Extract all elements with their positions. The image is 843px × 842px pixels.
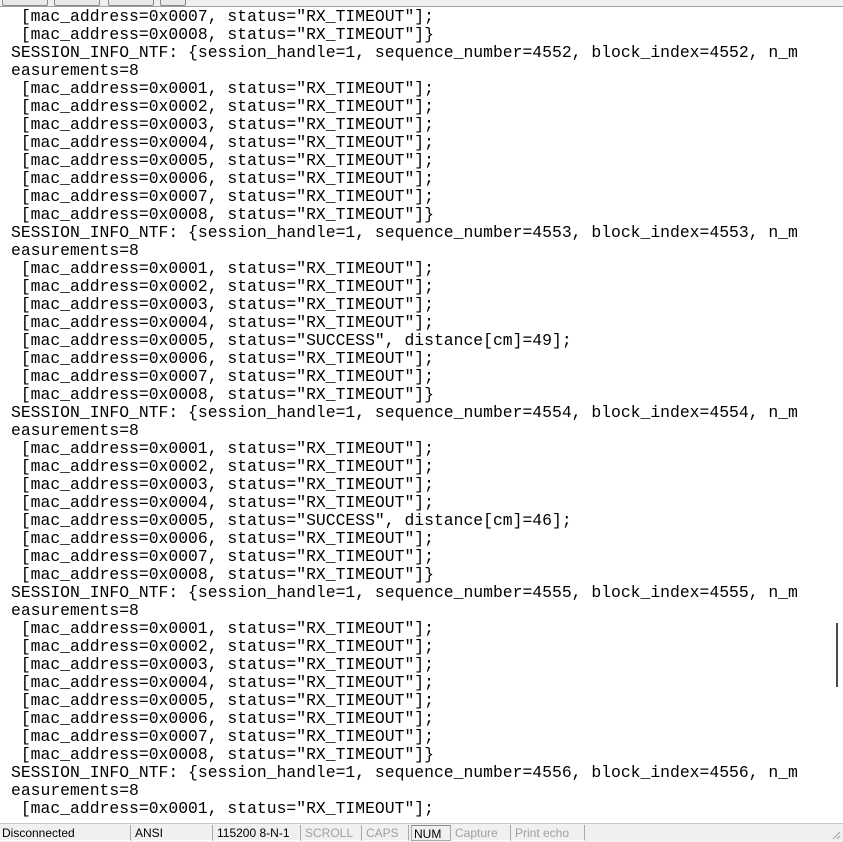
terminal-line: easurements=8 <box>11 781 139 800</box>
terminal-line: [mac_address=0x0003, status="RX_TIMEOUT"]; <box>11 655 434 674</box>
terminal-line: [mac_address=0x0001, status="RX_TIMEOUT"]; <box>11 259 434 278</box>
terminal-line: easurements=8 <box>11 241 139 260</box>
num-lock-indicator: NUM <box>411 825 451 841</box>
terminal-line: [mac_address=0x0008, status="RX_TIMEOUT"]} <box>11 745 434 764</box>
terminal-line: [mac_address=0x0003, status="RX_TIMEOUT"]; <box>11 475 434 494</box>
terminal-line: [mac_address=0x0004, status="RX_TIMEOUT"]; <box>11 133 434 152</box>
terminal-line: [mac_address=0x0001, status="RX_TIMEOUT"]; <box>11 79 434 98</box>
terminal-line: [mac_address=0x0006, status="RX_TIMEOUT"]; <box>11 529 434 548</box>
toolbar-button[interactable] <box>160 0 186 6</box>
vertical-scrollbar[interactable] <box>833 7 843 822</box>
terminal-line: [mac_address=0x0004, status="RX_TIMEOUT"]; <box>11 493 434 512</box>
terminal-line: [mac_address=0x0007, status="RX_TIMEOUT"]; <box>11 367 434 386</box>
terminal-line: easurements=8 <box>11 61 139 80</box>
terminal-line: SESSION_INFO_NTF: {session_handle=1, sequence_number=4556, block_index=4556, n_m <box>11 763 798 782</box>
terminal-line: [mac_address=0x0001, status="RX_TIMEOUT"]; <box>11 439 434 458</box>
terminal-line: [mac_address=0x0006, status="RX_TIMEOUT"]; <box>11 349 434 368</box>
terminal-line: [mac_address=0x0008, status="RX_TIMEOUT"]} <box>11 565 434 584</box>
terminal-line: [mac_address=0x0004, status="RX_TIMEOUT"]; <box>11 673 434 692</box>
terminal-line: SESSION_INFO_NTF: {session_handle=1, sequence_number=4554, block_index=4554, n_m <box>11 403 798 422</box>
terminal-line: [mac_address=0x0002, status="RX_TIMEOUT"]; <box>11 457 434 476</box>
terminal-line: [mac_address=0x0003, status="RX_TIMEOUT"]; <box>11 295 434 314</box>
terminal-line: [mac_address=0x0004, status="RX_TIMEOUT"]; <box>11 313 434 332</box>
terminal-line: [mac_address=0x0005, status="SUCCESS", distance[cm]=46]; <box>11 511 572 530</box>
scroll-lock-indicator: SCROLL <box>303 825 362 841</box>
port-settings: 115200 8-N-1 <box>215 825 301 841</box>
caps-lock-indicator: CAPS <box>364 825 409 841</box>
scrollbar-thumb[interactable] <box>836 623 838 687</box>
toolbar-button[interactable] <box>108 0 154 6</box>
terminal-line: [mac_address=0x0001, status="RX_TIMEOUT"]; <box>11 799 434 818</box>
toolbar <box>0 0 843 7</box>
terminal-line: SESSION_INFO_NTF: {session_handle=1, sequence_number=4555, block_index=4555, n_m <box>11 583 798 602</box>
connection-status: Disconnected <box>0 825 131 841</box>
terminal-line: [mac_address=0x0002, status="RX_TIMEOUT"]; <box>11 97 434 116</box>
terminal-line: [mac_address=0x0006, status="RX_TIMEOUT"]; <box>11 169 434 188</box>
terminal-line: [mac_address=0x0005, status="RX_TIMEOUT"]; <box>11 691 434 710</box>
toolbar-button[interactable] <box>2 0 48 6</box>
resize-grip-icon[interactable] <box>831 830 841 840</box>
terminal-line: easurements=8 <box>11 601 139 620</box>
terminal-line: [mac_address=0x0003, status="RX_TIMEOUT"]; <box>11 115 434 134</box>
terminal-line: easurements=8 <box>11 421 139 440</box>
terminal-line: [mac_address=0x0005, status="RX_TIMEOUT"]; <box>11 151 434 170</box>
terminal-line: [mac_address=0x0007, status="RX_TIMEOUT"]; <box>11 727 434 746</box>
terminal-line: [mac_address=0x0002, status="RX_TIMEOUT"]; <box>11 637 434 656</box>
terminal-line: [mac_address=0x0005, status="SUCCESS", distance[cm]=49]; <box>11 331 572 350</box>
terminal-line: [mac_address=0x0006, status="RX_TIMEOUT"]; <box>11 709 434 728</box>
terminal-line: [mac_address=0x0008, status="RX_TIMEOUT"]} <box>11 205 434 224</box>
terminal-line: SESSION_INFO_NTF: {session_handle=1, sequence_number=4553, block_index=4553, n_m <box>11 223 798 242</box>
terminal-line: [mac_address=0x0002, status="RX_TIMEOUT"]; <box>11 277 434 296</box>
terminal-line: [mac_address=0x0008, status="RX_TIMEOUT"]} <box>11 385 434 404</box>
terminal-line: SESSION_INFO_NTF: {session_handle=1, sequence_number=4552, block_index=4552, n_m <box>11 43 798 62</box>
print-echo-indicator: Print echo <box>513 825 585 841</box>
capture-indicator: Capture <box>453 825 511 841</box>
terminal-line: [mac_address=0x0007, status="RX_TIMEOUT"]; <box>11 187 434 206</box>
toolbar-button[interactable] <box>54 0 100 6</box>
terminal-output[interactable] <box>0 7 833 822</box>
terminal-line: [mac_address=0x0008, status="RX_TIMEOUT"]} <box>11 25 434 44</box>
terminal-line: [mac_address=0x0001, status="RX_TIMEOUT"]; <box>11 619 434 638</box>
terminal-line: [mac_address=0x0007, status="RX_TIMEOUT"]; <box>11 547 434 566</box>
status-bar <box>0 823 843 842</box>
terminal-line: [mac_address=0x0007, status="RX_TIMEOUT"]; <box>11 7 434 26</box>
encoding-indicator: ANSI <box>133 825 213 841</box>
